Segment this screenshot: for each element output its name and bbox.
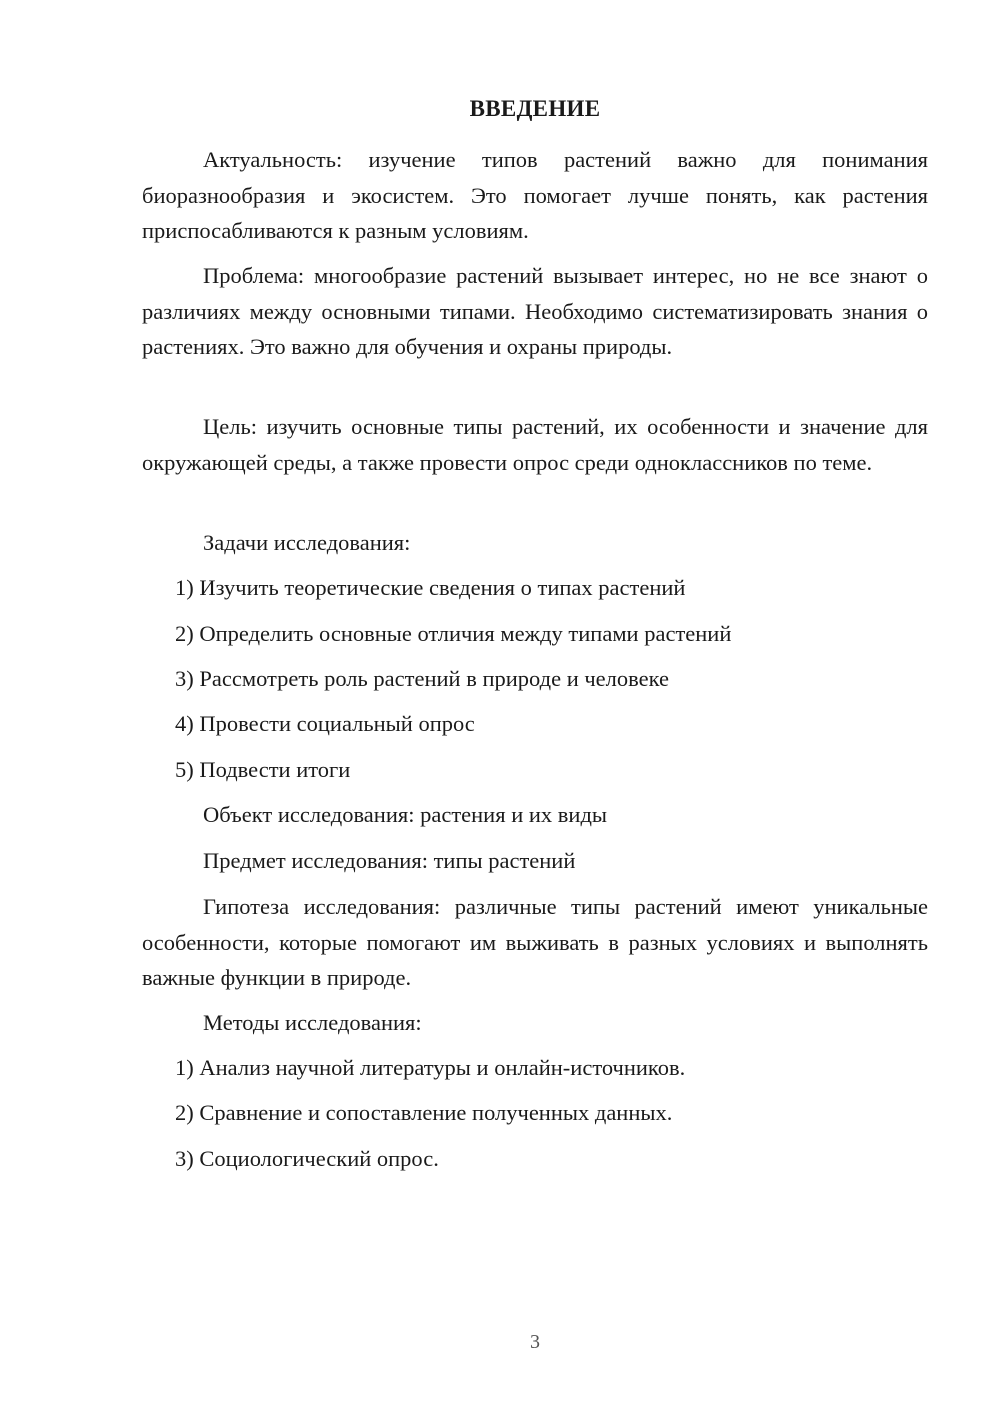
research-object: Объект исследования: растения и их виды	[203, 802, 608, 827]
method-item: 2) Сравнение и сопоставление полученных данных.	[175, 1100, 673, 1125]
task-item: 5) Подвести итоги	[175, 757, 351, 782]
methods-title: Методы исследования:	[203, 1010, 422, 1035]
paragraph-hypothesis: Гипотеза исследования: различные типы растений имеют уникальные особенности, которые помогают им выживать в разных условиях и выполнять важные функции в природе.	[142, 894, 928, 990]
task-item: 2) Определить основные отличия между типами растений	[175, 621, 732, 646]
research-subject: Предмет исследования: типы растений	[203, 848, 576, 873]
paragraph-goal: Цель: изучить основные типы растений, их особенности и значение для окружающей среды, а также провести опрос среди одноклассников по теме.	[142, 414, 928, 475]
method-item: 1) Анализ научной литературы и онлайн-источников.	[175, 1055, 686, 1080]
page-title: ВВЕДЕНИЕ	[469, 96, 601, 121]
tasks-title: Задачи исследования:	[203, 530, 411, 555]
paragraph-relevance: Актуальность: изучение типов растений важно для понимания биоразнообразия и экосистем. Это помогает лучше понять, как растения приспосабливаются к разным условиям.	[142, 147, 928, 243]
task-item: 4) Провести социальный опрос	[175, 711, 475, 736]
task-item: 1) Изучить теоретические сведения о типах растений	[175, 575, 686, 600]
document-page	[142, 0, 928, 1414]
paragraph-problem: Проблема: многообразие растений вызывает интерес, но не все знают о различиях между основными типами. Необходимо систематизировать знания о растениях. Это важно для обучения и охраны природы.	[142, 263, 928, 359]
method-item: 3) Социологический опрос.	[175, 1146, 439, 1171]
page-number: 3	[530, 1331, 540, 1353]
task-item: 3) Рассмотреть роль растений в природе и человеке	[175, 666, 669, 691]
